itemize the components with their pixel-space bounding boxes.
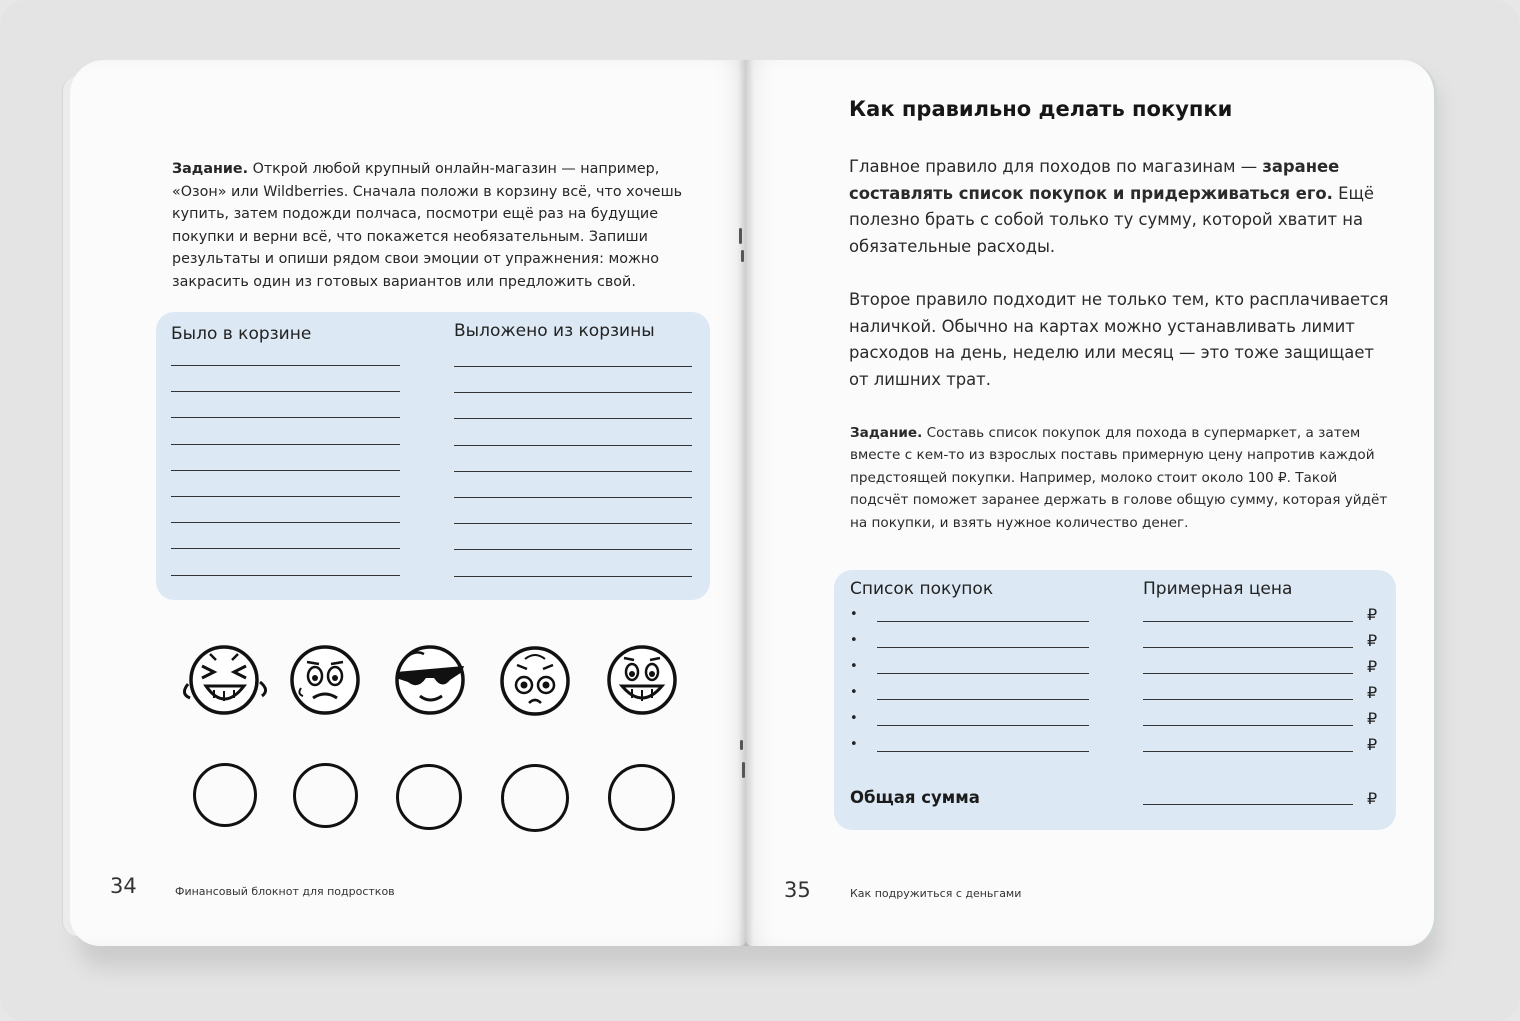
- currency-sign: ₽: [1367, 605, 1378, 624]
- task-label: Задание.: [172, 161, 249, 177]
- item-write-line[interactable]: [877, 621, 1089, 622]
- list-bullet: •: [850, 685, 858, 700]
- task-body: Открой любой крупный онлайн-магазин — например, «Озон» или Wildberries. Сначала положи в корзину всё, что хочешь купить, затем подожди полчаса, посмотри ещё раз на будущие покупки и верни всё, что покажется необязательным. Запиши результаты и опиши рядом свои эмоции от упражнения: можно закрасить один из готовых вариантов или предложить свой.: [172, 161, 683, 290]
- list-bullet: •: [850, 737, 858, 752]
- total-sum-label: Общая сумма: [850, 788, 980, 807]
- left-footer: Финансовый блокнот для подростков: [175, 885, 395, 898]
- list-bullet: •: [850, 659, 858, 674]
- currency-sign: ₽: [1367, 657, 1378, 676]
- grinning-face-icon[interactable]: [609, 647, 675, 713]
- list-bullet: •: [850, 711, 858, 726]
- item-write-line[interactable]: [877, 647, 1089, 648]
- price-write-line[interactable]: [1143, 673, 1353, 674]
- empty-emotion-circle[interactable]: [396, 764, 462, 830]
- total-currency: ₽: [1367, 789, 1378, 808]
- price-column-title: Примерная цена: [1143, 579, 1293, 599]
- task-label: Задание.: [850, 425, 923, 441]
- para1-text-a: Главное правило для походов по магазинам —: [849, 157, 1263, 176]
- price-write-line[interactable]: [1143, 647, 1353, 648]
- currency-sign: ₽: [1367, 709, 1378, 728]
- item-write-line[interactable]: [877, 699, 1089, 700]
- cool-face-icon[interactable]: [396, 647, 464, 713]
- removed-column-title: Выложено из корзины: [454, 321, 655, 341]
- price-write-line[interactable]: [1143, 699, 1353, 700]
- empty-emotion-circle[interactable]: [193, 763, 257, 827]
- para1-bold: заранее составлять список покупок и придерживаться его.: [849, 157, 1340, 203]
- currency-sign: ₽: [1367, 735, 1378, 754]
- total-sum-line[interactable]: [1143, 804, 1353, 805]
- empty-emotion-circle[interactable]: [293, 763, 358, 828]
- list-bullet: •: [850, 607, 858, 622]
- left-page-number: 34: [110, 874, 137, 898]
- item-write-line[interactable]: [877, 725, 1089, 726]
- para1-text-b: Ещё полезно брать с собой только ту сумму, которой хватит на обязательные расходы.: [849, 183, 1374, 256]
- cart-column-title: Было в корзине: [171, 324, 312, 344]
- list-bullet: •: [850, 633, 858, 648]
- item-write-line[interactable]: [877, 751, 1089, 752]
- empty-emotion-circle[interactable]: [608, 764, 675, 831]
- task-body: Составь список покупок для похода в супермаркет, а затем вместе с кем-то из взрослых поставь примерную цену напротив каждой предстоящей покупки. Например, молоко стоит около 100 ₽. Такой подсчёт поможет заранее держать в голове общую сумму, которая уйдёт на покупки, и взять нужное количество денег.: [850, 425, 1388, 531]
- laughing-face-icon[interactable]: [184, 647, 265, 713]
- right-task-text: [850, 422, 1390, 534]
- worried-face-icon[interactable]: [292, 647, 358, 713]
- right-footer: Как подружиться с деньгами: [850, 887, 1022, 900]
- currency-sign: ₽: [1367, 683, 1378, 702]
- item-write-line[interactable]: [877, 673, 1089, 674]
- right-page-number: 35: [784, 878, 811, 902]
- rule-paragraph-1: [849, 154, 1394, 260]
- shopping-list-title: Список покупок: [850, 579, 994, 599]
- empty-emotion-circle[interactable]: [501, 764, 569, 832]
- currency-sign: ₽: [1367, 631, 1378, 650]
- rule-paragraph-2: Второе правило подходит не только тем, кто расплачивается наличкой. Обычно на картах можно устанавливать лимит расходов на день, неделю или месяц — это тоже защищает от лишних трат.: [849, 290, 1389, 389]
- price-write-line[interactable]: [1143, 725, 1353, 726]
- page-title: Как правильно делать покупки: [849, 97, 1233, 121]
- surprised-face-icon[interactable]: [502, 648, 568, 714]
- price-write-line[interactable]: [1143, 621, 1353, 622]
- price-write-line[interactable]: [1143, 751, 1353, 752]
